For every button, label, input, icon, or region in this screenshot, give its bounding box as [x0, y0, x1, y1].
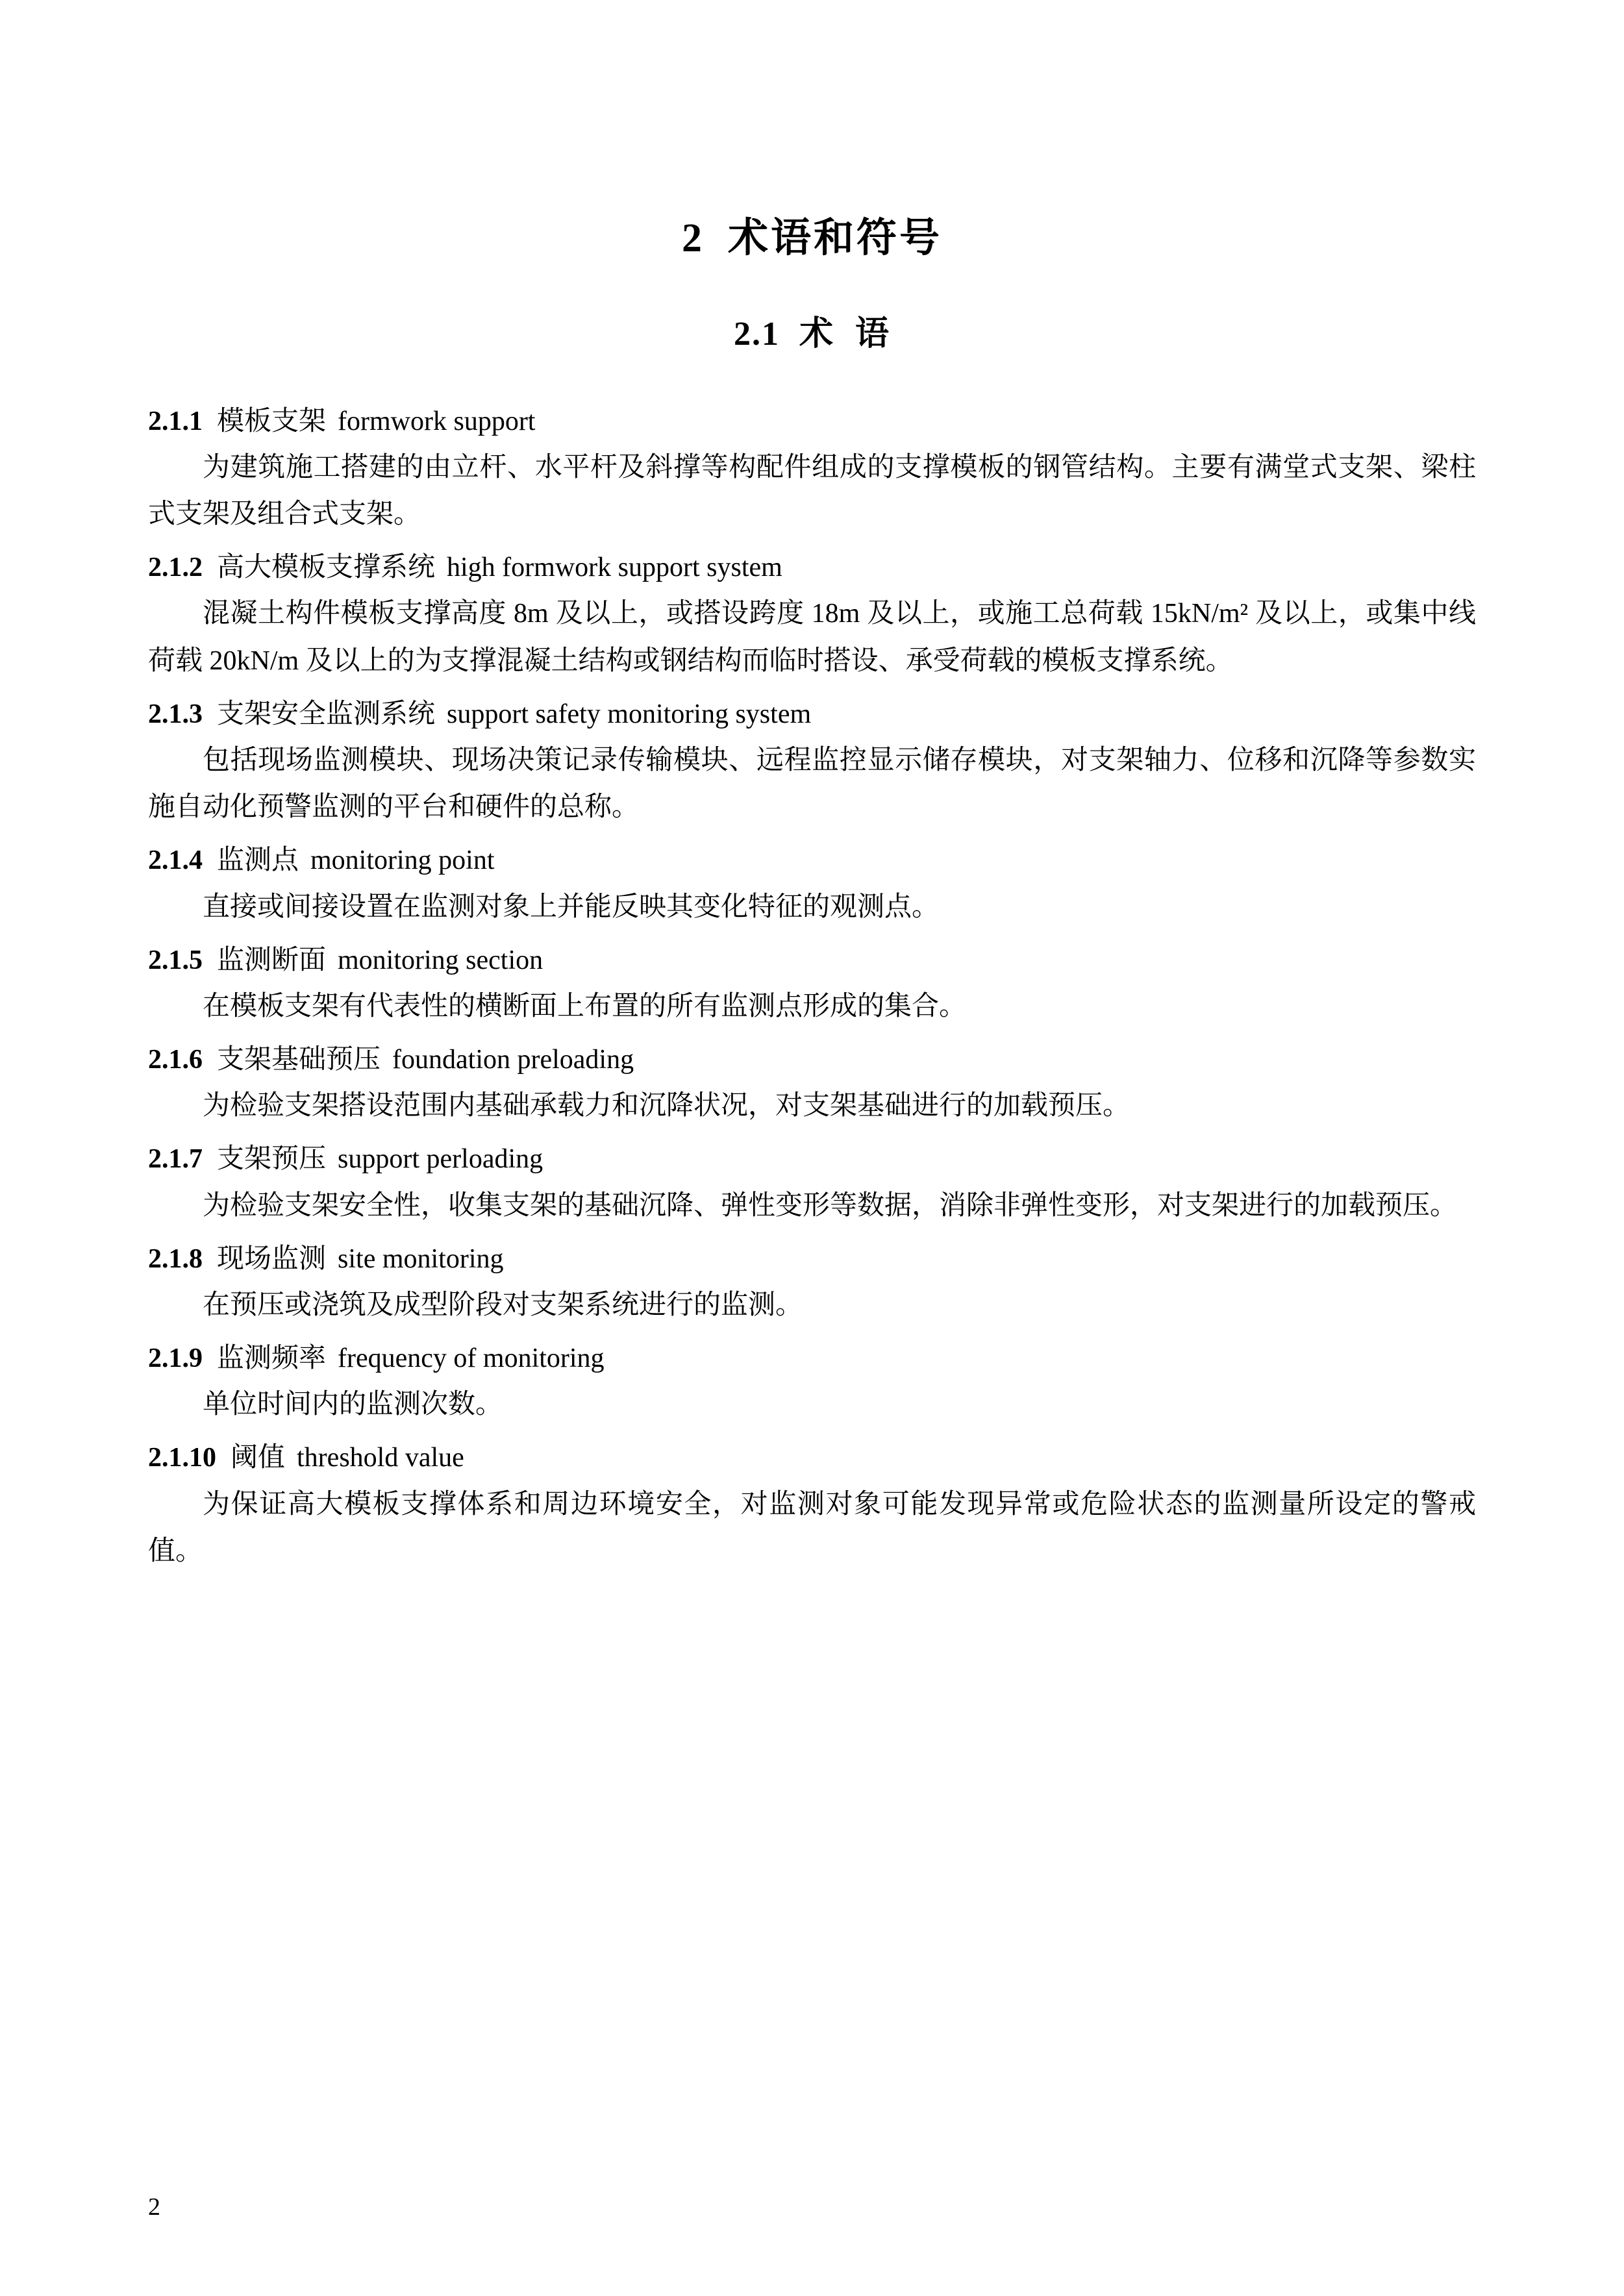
term-number: 2.1.10 [148, 1443, 216, 1473]
term-name-en: threshold value [297, 1443, 464, 1473]
term-number: 2.1.4 [148, 845, 203, 876]
term-definition: 混凝土构件模板支撑高度 8m 及以上，或搭设跨度 18m 及以上，或施工总荷载 15kN/m² 及以上，或集中线荷载 20kN/m 及以上的为支撑混凝土结构或钢结构而临时搭设、承受荷载的模板支撑系统。 [148, 599, 1476, 676]
term-number: 2.1.2 [148, 553, 203, 583]
term-number: 2.1.8 [148, 1243, 203, 1274]
term-definition: 在模板支架有代表性的横断面上布置的所有监测点形成的集合。 [203, 991, 967, 1021]
chapter-number: 2 [681, 216, 705, 260]
section-title-text-b: 语 [855, 316, 891, 353]
term-name-en: support perloading [338, 1144, 543, 1175]
term-heading [148, 1437, 1476, 1479]
term-number: 2.1.3 [148, 699, 203, 729]
term-number: 2.1.6 [148, 1045, 203, 1075]
term-definition: 为检验支架安全性，收集支架的基础沉降、弹性变形等数据，消除非弹性变形，对支架进行的加载预压。 [203, 1190, 1458, 1221]
term-heading [148, 1138, 1476, 1180]
term-name-en: site monitoring [338, 1243, 504, 1274]
chapter-title [148, 214, 1476, 262]
terms-list [148, 401, 1476, 1575]
term-definition: 为检验支架搭设范围内基础承载力和沉降状况，对支架基础进行的加载预压。 [203, 1091, 1131, 1121]
term-name-en: formwork support [338, 406, 536, 436]
term-heading [148, 1238, 1476, 1280]
term-name-en: monitoring section [338, 945, 543, 975]
term-name-en: foundation preloading [392, 1045, 634, 1075]
term-number: 2.1.5 [148, 945, 203, 975]
term-definition: 包括现场监测模块、现场决策记录传输模块、远程监控显示储存模块，对支架轴力、位移和沉降等参数实施自动化预警监测的平台和硬件的总称。 [148, 745, 1476, 823]
term-definition: 为建筑施工搭建的由立杆、水平杆及斜撑等构配件组成的支撑模板的钢管结构。主要有满堂式支架、梁柱式支架及组合式支架。 [148, 452, 1476, 530]
term-name-cn: 监测点 [217, 845, 299, 876]
term-number: 2.1.9 [148, 1343, 203, 1374]
term-name-en: frequency of monitoring [338, 1343, 605, 1374]
term-number: 2.1.1 [148, 406, 203, 436]
chapter-title-text: 术语和符号 [727, 216, 942, 260]
term-name-cn: 支架预压 [217, 1144, 327, 1175]
term-definition: 为保证高大模板支撑体系和周边环境安全，对监测对象可能发现异常或危险状态的监测量所设定的警戒值。 [148, 1489, 1476, 1566]
term-heading [148, 547, 1476, 589]
term-name-cn: 阈值 [231, 1443, 286, 1473]
term-name-cn: 监测频率 [217, 1343, 327, 1374]
page-number: 2 [148, 2193, 160, 2221]
section-title-text-a: 术 [799, 316, 855, 353]
section-title [148, 314, 1476, 355]
term-name-en: support safety monitoring system [447, 699, 812, 729]
term-name-cn: 模板支架 [217, 406, 327, 436]
term-name-en: high formwork support system [447, 553, 782, 583]
term-heading [148, 940, 1476, 982]
term-heading [148, 1338, 1476, 1380]
term-heading [148, 1039, 1476, 1081]
term-name-cn: 支架安全监测系统 [217, 699, 436, 729]
term-name-en: monitoring point [310, 845, 495, 876]
term-definition: 单位时间内的监测次数。 [203, 1390, 503, 1420]
term-name-cn: 支架基础预压 [217, 1045, 381, 1075]
section-number: 2.1 [733, 316, 780, 353]
term-heading [148, 840, 1476, 882]
term-heading [148, 693, 1476, 736]
term-name-cn: 监测断面 [217, 945, 327, 975]
term-number: 2.1.7 [148, 1144, 203, 1175]
term-definition: 在预压或浇筑及成型阶段对支架系统进行的监测。 [203, 1290, 803, 1320]
term-name-cn: 高大模板支撑系统 [217, 553, 436, 583]
term-heading [148, 401, 1476, 443]
term-name-cn: 现场监测 [217, 1243, 327, 1274]
term-definition: 直接或间接设置在监测对象上并能反映其变化特征的观测点。 [203, 892, 940, 922]
